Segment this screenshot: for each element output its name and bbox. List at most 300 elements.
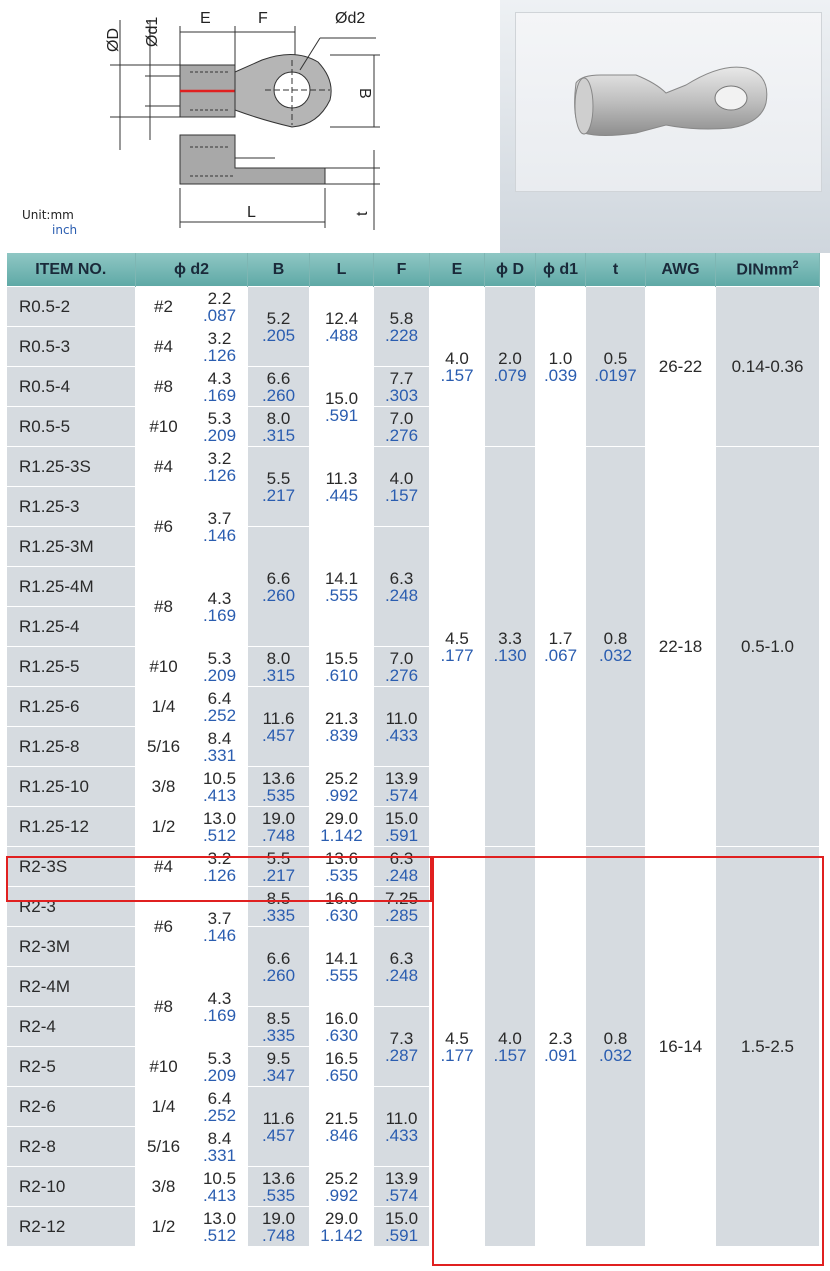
screw-size: #4: [136, 447, 192, 487]
L-value-mm: 29.0: [324, 808, 359, 828]
awg-value: 16-14: [646, 847, 716, 1247]
label-B: B: [356, 88, 373, 99]
F-value: [374, 927, 430, 1007]
B-value: [248, 407, 310, 447]
L-value-mm: 16.0: [324, 1008, 359, 1028]
item-no: R2-10: [7, 1167, 136, 1207]
item-no: R1.25-3S: [7, 447, 136, 487]
F-value-mm: 13.9: [384, 768, 419, 788]
d2-value-inch: .209: [202, 1065, 237, 1085]
F-value-mm: 13.9: [384, 1168, 419, 1188]
F-value-mm: 6.3: [389, 568, 414, 588]
d2-value: [192, 1167, 248, 1207]
B-value: [248, 1087, 310, 1167]
d2-value: [192, 567, 248, 647]
item-no: R2-5: [7, 1047, 136, 1087]
d1-value-inch: .091: [543, 1045, 578, 1065]
item-no: R1.25-4M: [7, 567, 136, 607]
B-value-mm: 8.0: [266, 648, 291, 668]
awg-value: 26-22: [646, 287, 716, 447]
F-value-inch: .433: [384, 725, 419, 745]
F-value-inch: .285: [384, 905, 419, 925]
F-value-inch: .287: [384, 1045, 419, 1065]
F-value-mm: 11.0: [385, 1108, 418, 1128]
L-value-inch: 1.142: [320, 825, 363, 845]
d2-value: [192, 1207, 248, 1247]
d2-value-mm: 8.4: [207, 728, 232, 748]
L-value: [310, 1007, 374, 1047]
screw-size: 1/4: [136, 1087, 192, 1127]
d2-value-inch: .146: [202, 925, 237, 945]
d2-value-mm: 8.4: [207, 1128, 232, 1148]
item-no: R1.25-3M: [7, 527, 136, 567]
B-value-mm: 6.6: [266, 368, 291, 388]
label-d2: Ød2: [335, 10, 366, 27]
col-D: ϕ D: [485, 253, 536, 287]
screw-size: 1/2: [136, 807, 192, 847]
ring-terminal-photo: [515, 12, 822, 192]
unit-mm: Unit:mm: [22, 208, 74, 222]
d2-value-mm: 13.0: [202, 1208, 237, 1228]
d2-value-inch: .169: [202, 605, 237, 625]
F-value-mm: 7.0: [389, 408, 414, 428]
F-value: [374, 767, 430, 807]
B-value-inch: .457: [261, 1125, 296, 1145]
F-value: [374, 1167, 430, 1207]
L-value-mm: 13.6: [324, 848, 359, 868]
L-value: [310, 1047, 374, 1087]
d2-value-inch: .169: [202, 385, 237, 405]
B-value-inch: .335: [261, 905, 296, 925]
L-value-inch: .630: [324, 905, 359, 925]
B-value-mm: 13.6: [261, 1168, 296, 1188]
F-value-inch: .591: [384, 825, 419, 845]
B-value: [248, 1167, 310, 1207]
d2-value-inch: .512: [202, 825, 237, 845]
F-value: [374, 367, 430, 407]
B-value-mm: 19.0: [261, 1208, 296, 1228]
B-value-mm: 19.0: [261, 808, 296, 828]
E-value-mm: 4.0: [445, 348, 469, 368]
t-value: [586, 287, 646, 447]
F-value-mm: 7.25: [384, 888, 419, 908]
d1-value-inch: .067: [543, 645, 578, 665]
B-value-inch: .260: [261, 585, 296, 605]
item-no: R0.5-5: [7, 407, 136, 447]
D-value-mm: 4.0: [498, 1028, 522, 1048]
D-value-inch: .079: [493, 365, 527, 385]
L-value: [310, 367, 374, 447]
L-value: [310, 807, 374, 847]
F-value: [374, 807, 430, 847]
col-item: ITEM NO.: [7, 253, 136, 287]
F-value: [374, 527, 430, 647]
d2-value: [192, 727, 248, 767]
d2-value-inch: .146: [202, 525, 237, 545]
label-E: E: [200, 10, 211, 27]
header-area: [0, 0, 830, 253]
B-value: [248, 287, 310, 367]
item-no: R2-12: [7, 1207, 136, 1247]
E-value-mm: 4.5: [445, 1028, 469, 1048]
B-value: [248, 1007, 310, 1047]
screw-size: #10: [136, 1047, 192, 1087]
item-no: R2-4M: [7, 967, 136, 1007]
B-value-inch: .315: [261, 425, 296, 445]
E-value: [430, 447, 485, 847]
screw-size: #6: [136, 487, 192, 567]
screw-size: #6: [136, 887, 192, 967]
t-value-inch: .032: [598, 1045, 633, 1065]
F-value: [374, 287, 430, 367]
F-value: [374, 407, 430, 447]
L-value-inch: .839: [324, 725, 359, 745]
item-no: R1.25-4: [7, 607, 136, 647]
D-value: [485, 447, 536, 847]
item-no: R0.5-2: [7, 287, 136, 327]
item-no: R1.25-12: [7, 807, 136, 847]
L-value-inch: .992: [324, 785, 359, 805]
L-value-inch: .535: [324, 865, 359, 885]
L-value-inch: 1.142: [320, 1225, 363, 1245]
label-F: F: [258, 10, 268, 27]
d2-value: [192, 487, 248, 567]
d2-value-mm: 4.3: [207, 988, 232, 1008]
L-value-mm: 29.0: [324, 1208, 359, 1228]
L-value-mm: 16.5: [324, 1048, 359, 1068]
item-no: R1.25-3: [7, 487, 136, 527]
L-value-inch: .610: [324, 665, 359, 685]
screw-size: 5/16: [136, 727, 192, 767]
L-value-inch: .488: [324, 325, 359, 345]
L-value-mm: 12.4: [324, 308, 359, 328]
unit-inch: inch: [52, 223, 78, 237]
L-value-inch: .555: [324, 585, 359, 605]
item-no: R2-3: [7, 887, 136, 927]
d2-value-mm: 6.4: [207, 1088, 232, 1108]
t-value-mm: 0.5: [603, 348, 628, 368]
d2-value: [192, 327, 248, 367]
t-value-mm: 0.8: [603, 1028, 628, 1048]
L-value: [310, 1207, 374, 1247]
d2-value-mm: 3.2: [207, 328, 232, 348]
label-D: ØD: [105, 28, 122, 52]
d2-value-mm: 3.7: [207, 908, 232, 928]
d2-value-inch: .252: [202, 1105, 237, 1125]
d2-value-inch: .413: [202, 785, 237, 805]
d1-value: [536, 447, 586, 847]
B-value-mm: 6.6: [266, 568, 291, 588]
F-value-inch: .591: [384, 1225, 419, 1245]
item-no: R1.25-6: [7, 687, 136, 727]
d2-value-mm: 5.3: [207, 648, 232, 668]
d2-value: [192, 687, 248, 727]
F-value-mm: 7.0: [389, 648, 414, 668]
F-value: [374, 1007, 430, 1087]
L-value-mm: 25.2: [324, 1168, 359, 1188]
L-value: [310, 1087, 374, 1167]
t-value-inch: .0197: [594, 365, 637, 385]
col-awg: AWG: [646, 253, 716, 287]
B-value-inch: .457: [261, 725, 296, 745]
F-value: [374, 447, 430, 527]
d2-value-inch: .087: [202, 305, 237, 325]
B-value: [248, 447, 310, 527]
d1-value-mm: 2.3: [548, 1028, 573, 1048]
col-d2: ϕ d2: [136, 253, 248, 287]
d2-value-mm: 3.2: [207, 848, 232, 868]
table-row: [7, 447, 820, 487]
col-F: F: [374, 253, 430, 287]
L-value: [310, 527, 374, 647]
d2-value-mm: 3.2: [207, 448, 232, 468]
item-no: R2-8: [7, 1127, 136, 1167]
B-value-mm: 9.5: [266, 1048, 291, 1068]
L-value-mm: 21.5: [324, 1108, 359, 1128]
L-value-inch: .630: [324, 1025, 359, 1045]
screw-size: #8: [136, 967, 192, 1047]
col-t: t: [586, 253, 646, 287]
F-value-inch: .276: [384, 665, 419, 685]
B-value-inch: .535: [261, 785, 296, 805]
B-value-inch: .347: [261, 1065, 296, 1085]
D-value-mm: 2.0: [498, 348, 522, 368]
B-value-inch: .315: [261, 665, 296, 685]
d2-value-mm: 10.5: [202, 1168, 237, 1188]
L-value-mm: 15.5: [324, 648, 359, 668]
label-L: L: [247, 204, 256, 221]
d2-value: [192, 447, 248, 487]
d2-value-mm: 4.3: [207, 368, 232, 388]
d2-value-inch: .209: [202, 665, 237, 685]
L-value-mm: 16.0: [324, 888, 359, 908]
B-value: [248, 1047, 310, 1087]
d2-value-mm: 5.3: [207, 1048, 232, 1068]
d2-value-mm: 2.2: [207, 288, 232, 308]
L-value-mm: 14.1: [324, 948, 359, 968]
B-value-mm: 5.2: [266, 308, 291, 328]
L-value: [310, 687, 374, 767]
d2-value: [192, 1047, 248, 1087]
L-value-inch: .846: [324, 1125, 359, 1145]
F-value-mm: 5.8: [389, 308, 414, 328]
B-value: [248, 1207, 310, 1247]
d2-value-inch: .169: [202, 1005, 237, 1025]
col-L: L: [310, 253, 374, 287]
item-no: R2-6: [7, 1087, 136, 1127]
D-value-inch: .130: [493, 645, 527, 665]
item-no: R1.25-8: [7, 727, 136, 767]
d2-value-inch: .331: [202, 745, 237, 765]
F-value-inch: .228: [384, 325, 419, 345]
screw-size: #8: [136, 367, 192, 407]
d2-value-inch: .126: [202, 865, 237, 885]
F-value-inch: .303: [384, 385, 419, 405]
highlight-group-r2: [432, 856, 824, 1266]
F-value-inch: .248: [384, 865, 419, 885]
d2-value: [192, 767, 248, 807]
B-value: [248, 527, 310, 647]
B-value-inch: .748: [261, 1225, 296, 1245]
B-value-mm: 8.5: [266, 888, 291, 908]
E-value-inch: .177: [440, 1045, 474, 1065]
t-value-inch: .032: [598, 645, 633, 665]
label-t: t: [354, 211, 371, 216]
col-din: DINmm$^2$: [716, 253, 820, 287]
d2-value-inch: .126: [202, 345, 237, 365]
B-value-inch: .748: [261, 825, 296, 845]
item-no: R1.25-10: [7, 767, 136, 807]
F-value-inch: .248: [384, 585, 419, 605]
d2-value-mm: 13.0: [202, 808, 237, 828]
F-value-inch: .574: [384, 1185, 419, 1205]
B-value-inch: .335: [261, 1025, 296, 1045]
F-value: [374, 687, 430, 767]
din-value: 0.5-1.0: [716, 447, 820, 847]
t-value: [586, 447, 646, 847]
B-value-mm: 6.6: [266, 948, 291, 968]
B-value-mm: 5.5: [266, 468, 291, 488]
F-value-mm: 7.3: [389, 1028, 414, 1048]
item-no: R1.25-5: [7, 647, 136, 687]
E-value-inch: .157: [440, 365, 474, 385]
d1-value-mm: 1.0: [548, 348, 573, 368]
F-value: [374, 1087, 430, 1167]
awg-value: 22-18: [646, 447, 716, 847]
screw-size: #10: [136, 407, 192, 447]
B-value: [248, 927, 310, 1007]
L-value-inch: .591: [324, 405, 359, 425]
B-value-inch: .535: [261, 1185, 296, 1205]
d2-value: [192, 407, 248, 447]
L-value-mm: 14.1: [324, 568, 359, 588]
d2-value-mm: 3.7: [207, 508, 232, 528]
B-value-mm: 13.6: [261, 768, 296, 788]
table-row: [7, 287, 820, 327]
F-value-inch: .276: [384, 425, 419, 445]
B-value: [248, 807, 310, 847]
B-value-inch: .260: [261, 965, 296, 985]
screw-size: 3/8: [136, 767, 192, 807]
F-value-inch: .157: [384, 485, 419, 505]
F-value: [374, 647, 430, 687]
B-value-inch: .260: [261, 385, 296, 405]
B-value-mm: 11.6: [262, 708, 295, 728]
screw-size: 1/4: [136, 687, 192, 727]
d2-value: [192, 1127, 248, 1167]
F-value-mm: 15.0: [384, 808, 419, 828]
D-value: [485, 287, 536, 447]
B-value: [248, 367, 310, 407]
col-B: B: [248, 253, 310, 287]
D-value-mm: 3.3: [498, 628, 522, 648]
E-value-mm: 4.5: [445, 628, 469, 648]
d2-value-inch: .413: [202, 1185, 237, 1205]
B-value: [248, 647, 310, 687]
F-value-mm: 4.0: [389, 468, 414, 488]
L-value: [310, 1167, 374, 1207]
screw-size: #4: [136, 847, 192, 887]
L-value-mm: 25.2: [324, 768, 359, 788]
d2-value-inch: .209: [202, 425, 237, 445]
item-no: R0.5-3: [7, 327, 136, 367]
L-value-mm: 21.3: [324, 708, 359, 728]
col-d1: ϕ d1: [536, 253, 586, 287]
screw-size: 3/8: [136, 1167, 192, 1207]
d2-value-mm: 6.4: [207, 688, 232, 708]
highlight-row-r2-3s: [6, 856, 432, 902]
d2-value: [192, 807, 248, 847]
B-value-mm: 5.5: [266, 848, 291, 868]
item-no: R2-4: [7, 1007, 136, 1047]
label-d1: Ød1: [144, 16, 161, 47]
B-value-inch: .217: [261, 485, 296, 505]
L-value: [310, 767, 374, 807]
d1-value-inch: .039: [543, 365, 578, 385]
t-value-mm: 0.8: [603, 628, 628, 648]
item-no: R2-3M: [7, 927, 136, 967]
d2-value-inch: .126: [202, 465, 237, 485]
screw-size: #4: [136, 327, 192, 367]
d2-value: [192, 367, 248, 407]
B-value: [248, 687, 310, 767]
d1-value: [536, 287, 586, 447]
L-value-inch: .555: [324, 965, 359, 985]
F-value-mm: 6.3: [389, 848, 414, 868]
item-no: R0.5-4: [7, 367, 136, 407]
F-value-mm: 11.0: [385, 708, 418, 728]
B-value-inch: .205: [261, 325, 296, 345]
d2-value-inch: .331: [202, 1145, 237, 1165]
screw-size: 5/16: [136, 1127, 192, 1167]
F-value-mm: 7.7: [389, 368, 414, 388]
E-value: [430, 287, 485, 447]
L-value-mm: 11.3: [325, 468, 358, 488]
d1-value-mm: 1.7: [548, 628, 573, 648]
L-value-inch: .650: [324, 1065, 359, 1085]
L-value: [310, 447, 374, 527]
screw-size: #2: [136, 287, 192, 327]
L-value: [310, 927, 374, 1007]
item-no: R2-3S: [7, 847, 136, 887]
F-value-mm: 6.3: [389, 948, 414, 968]
d2-value: [192, 1087, 248, 1127]
D-value-inch: .157: [493, 1045, 527, 1065]
ring-terminal-drawing: [0, 0, 500, 253]
din-value: 0.14-0.36: [716, 287, 820, 447]
L-value-mm: 15.0: [324, 388, 359, 408]
F-value-inch: .574: [384, 785, 419, 805]
d2-value-inch: .252: [202, 705, 237, 725]
B-value-inch: .217: [261, 865, 296, 885]
screw-size: #8: [136, 567, 192, 647]
d2-value: [192, 287, 248, 327]
col-E: E: [430, 253, 485, 287]
L-value: [310, 647, 374, 687]
F-value-inch: .248: [384, 965, 419, 985]
F-value: [374, 1207, 430, 1247]
L-value-inch: .445: [324, 485, 359, 505]
B-value-mm: 8.0: [266, 408, 291, 428]
B-value: [248, 767, 310, 807]
screw-size: 1/2: [136, 1207, 192, 1247]
d2-value: [192, 967, 248, 1047]
L-value: [310, 287, 374, 367]
F-value-inch: .433: [384, 1125, 419, 1145]
L-value-inch: .992: [324, 1185, 359, 1205]
d2-value: [192, 647, 248, 687]
B-value-mm: 8.5: [266, 1008, 291, 1028]
